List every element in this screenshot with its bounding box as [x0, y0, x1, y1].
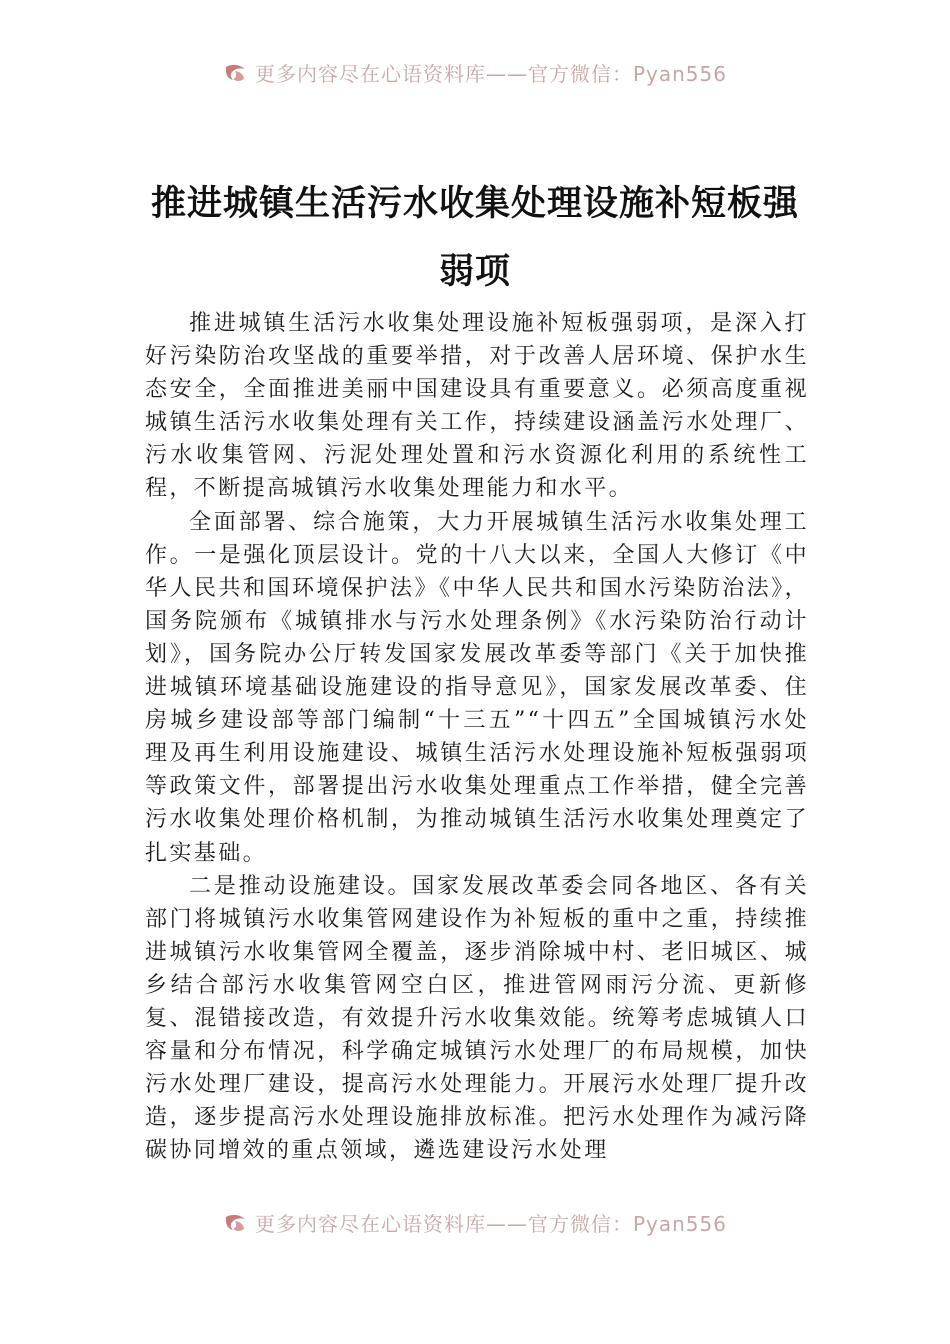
footer-watermark [0, 1208, 950, 1238]
page-title: 推进城镇生活污水收集处理设施补短板强弱项 [150, 183, 799, 292]
paragraph-1: 推进城镇生活污水收集处理设施补短板强弱项，是深入打好污染防治攻坚战的重要举措，对于改善人居环境、保护水生态安全，全面推进美丽中国建设具有重要意义。必须高度重视城镇生活污水收集处理有关工作，持续建设涵盖污水处理厂、污水收集管网、污泥处理处置和污水资源化利用的系统性工程，不断提高城镇污水收集处理能力和水平。 [145, 311, 809, 502]
document-body [145, 307, 809, 1167]
paragraph-2: 全面部署、综合施策，大力开展城镇生活污水收集处理工作。一是强化顶层设计。党的十八大以来，全国人大修订《中华人民共和国环境保护法》《中华人民共和国水污染防治法》，国务院颁布《城镇排水与污水处理条例》《水污染防治行动计划》，国务院办公厅转发国家发展改革委等部门《关于加快推进城镇环境基础设施建设的指导意见》，国家发展改革委、住房城乡建设部等部门编制“十三五”“十四五”全国城镇污水处理及再生利用设施建设、城镇生活污水处理设施补短板强弱项等政策文件，部署提出污水收集处理重点工作举措，健全完善污水收集处理价格机制，为推动城镇生活污水收集处理奠定了扎实基础。 [145, 509, 809, 866]
watermark-text: 更多内容尽在心语资料库——官方微信：Pyan556 [254, 62, 727, 86]
header-watermark [0, 58, 950, 88]
watermark-text: 更多内容尽在心语资料库——官方微信：Pyan556 [254, 1212, 727, 1236]
watermark-logo-icon [223, 1213, 249, 1238]
paragraph-3: 二是推动设施建设。国家发展改革委会同各地区、各有关部门将城镇污水收集管网建设作为补短板的重中之重，持续推进城镇污水收集管网全覆盖，逐步消除城中村、老旧城区、城乡结合部污水收集管网空白区，推进管网雨污分流、更新修复、混错接改造，有效提升污水收集效能。统筹考虑城镇人口容量和分布情况，科学确定城镇污水处理厂的布局规模，加快污水处理厂建设，提高污水处理能力。开展污水处理厂提升改造，逐步提高污水处理设施排放标准。把污水处理作为减污降碳协同增效的重点领域，遴选建设污水处理 [145, 873, 809, 1164]
watermark-logo-icon [223, 63, 249, 88]
